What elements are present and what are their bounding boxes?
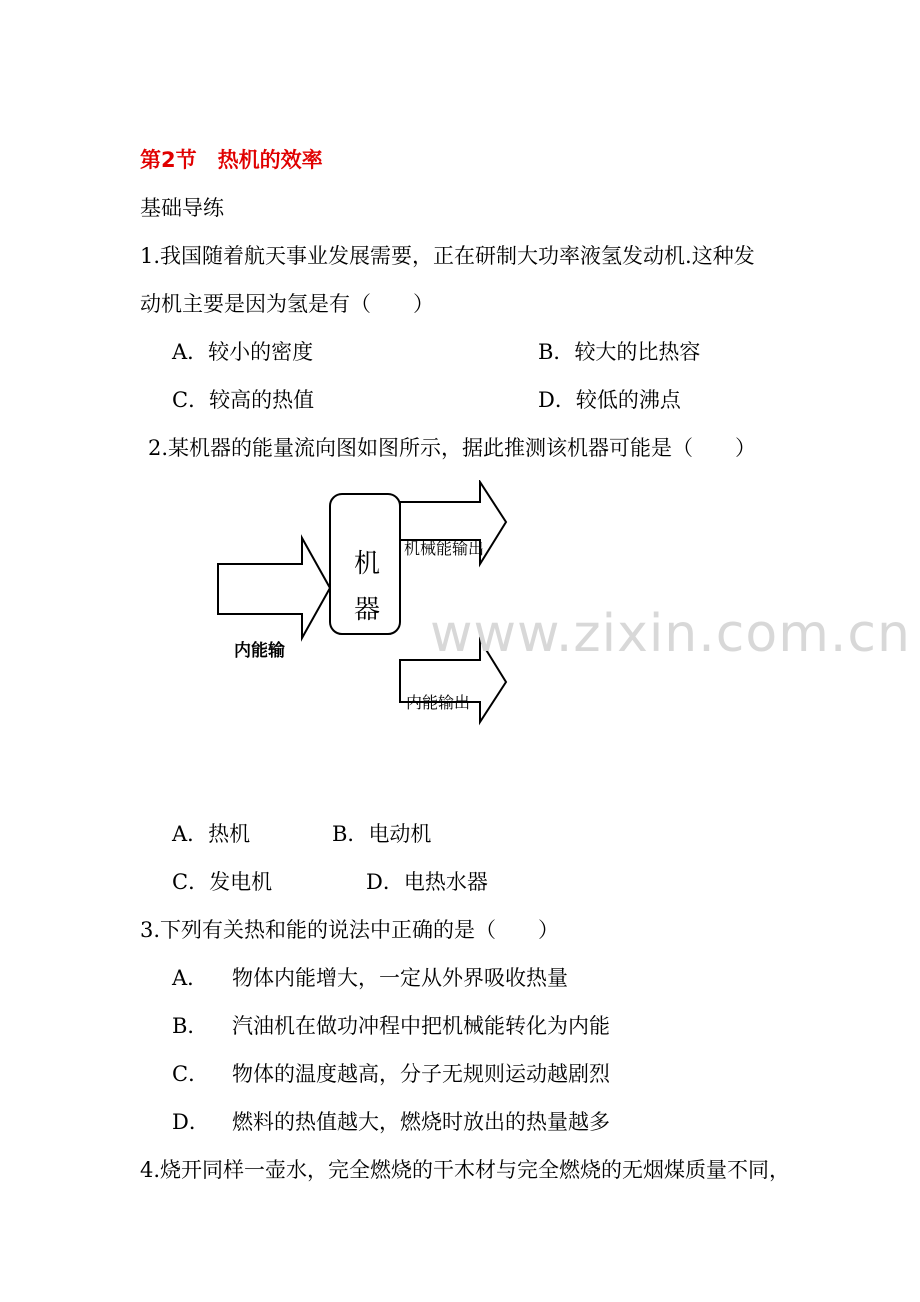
option-letter: C． (172, 1062, 210, 1086)
option-letter: D． (538, 388, 576, 412)
q2-stem-line1: 2.某机器的能量流向图如图所示，据此推测该机器可能是（ ） (148, 436, 757, 460)
q3-option-b (172, 1012, 610, 1040)
output-bottom-label: 内能输出 (406, 693, 471, 712)
q1-option-b (538, 338, 700, 366)
q1-option-a (172, 338, 313, 366)
q1-stem-line2: 动机主要是因为氢是有（ ） (140, 292, 434, 316)
q3-option-c (172, 1060, 610, 1088)
q4-stem-line1: 4.烧开同样一壶水，完全燃烧的干木材与完全燃烧的无烟煤质量不同， (140, 1158, 791, 1182)
q2-option-c (172, 868, 272, 896)
q2-option-d (366, 868, 488, 896)
option-letter: A． (172, 822, 209, 846)
option-letter: B． (538, 340, 575, 364)
option-letter: A． (172, 340, 209, 364)
q2-option-a (172, 820, 250, 848)
input-label: 内能输 (234, 641, 285, 661)
q3-stem-line1: 3.下列有关热和能的说法中正确的是（ ） (140, 918, 560, 942)
input-arrow (218, 538, 330, 638)
watermark: www.zixin.com.cn (430, 604, 911, 664)
q1-stem-line1: 1.我国随着航天事业发展需要，正在研制大功率液氢发动机.这种发 (140, 244, 755, 268)
option-text: 电动机 (368, 822, 432, 846)
option-text: 发电机 (209, 870, 273, 894)
subheading: 基础导练 (140, 196, 224, 220)
option-letter: D． (366, 870, 404, 894)
option-text: 汽油机在做功冲程中把机械能转化为内能 (232, 1014, 610, 1038)
q3-option-d (172, 1108, 610, 1136)
option-text: 较小的密度 (208, 340, 314, 364)
option-text: 较低的沸点 (575, 388, 681, 412)
option-letter: C． (172, 870, 210, 894)
q1-option-d (538, 386, 681, 414)
option-text: 电热水器 (403, 870, 488, 894)
option-text: 热机 (208, 822, 251, 846)
output-top-label: 机械能输出 (404, 539, 485, 558)
option-letter: B． (332, 822, 369, 846)
option-letter: B． (172, 1014, 209, 1038)
option-text: 较高的热值 (209, 388, 315, 412)
q1-option-c (172, 386, 314, 414)
option-letter: D． (172, 1110, 210, 1134)
machine-char-2: 器 (354, 595, 381, 625)
option-letter: A． (172, 966, 209, 990)
option-text: 燃料的热值越大，燃烧时放出的热量越多 (232, 1110, 610, 1134)
machine-char-1: 机 (354, 549, 381, 579)
q2-option-b (332, 820, 431, 848)
q3-option-a (172, 964, 568, 992)
option-text: 物体的温度越高，分子无规则运动越剧烈 (232, 1062, 610, 1086)
option-text: 物体内能增大，一定从外界吸收热量 (232, 966, 568, 990)
option-text: 较大的比热容 (574, 340, 701, 364)
option-letter: C． (172, 388, 210, 412)
section-title: 第2节 热机的效率 (140, 148, 323, 172)
